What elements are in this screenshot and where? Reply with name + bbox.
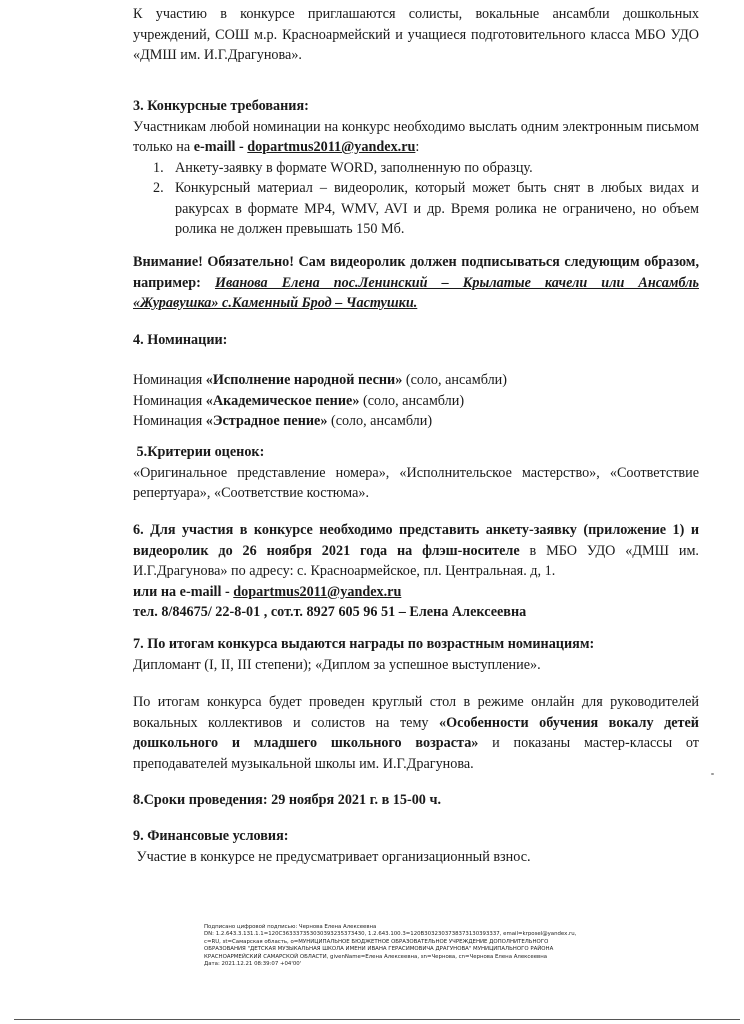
- page-bottom-edge: [14, 1019, 740, 1020]
- section-4-heading: 4. Номинации:: [133, 332, 228, 348]
- section-9: [133, 826, 699, 867]
- section-7: [133, 634, 699, 675]
- email-link[interactable]: dopartmus2011@yandex.ru: [233, 583, 402, 600]
- section-6: [133, 520, 699, 623]
- attention-paragraph: Внимание! Обязательно! Сам видеоролик должен подписываться следующим образом, например: Иванова Елена пос.Ленинский – Крылатые качели или Ансамбль «Журавушка» с.Каменный Брод – Частушки.: [133, 254, 699, 311]
- list-item: Номинация «Академическое пение» (соло, ансамбли): [133, 392, 465, 409]
- nominations-list: [133, 370, 699, 432]
- digital-signature-stamp: [204, 924, 624, 968]
- section-5: [133, 442, 699, 504]
- list-item: Номинация «Эстрадное пение» (соло, ансамбли): [133, 413, 433, 429]
- section-6-text: 6. Для участия в конкурсе необходимо представить анкету-заявку (приложение 1) и видеоролик до 26 ноября 2021 года на флэш-носителе в МБО УДО «ДМШ им. И.Г.Драгунова» по адресу: с. Красноармейское, пл. Центральная. д, 1.: [133, 522, 699, 579]
- signature-line: КРАСНОАРМЕЙСКИЙ САМАРСКОЙ ОБЛАСТИ, givenName=Елена Алексеевна, sn=Чернова, cn=Чернова Елена Алексеевна: [204, 953, 548, 960]
- section-3: [133, 96, 699, 240]
- section-3-heading: 3. Конкурсные требования:: [133, 98, 309, 114]
- list-item: 1. Анкету-заявку в формате WORD, заполненную по образцу.: [153, 159, 533, 176]
- signature-line: c=RU, st=Самарская область, o=МУНИЦИПАЛЬНОЕ БЮДЖЕТНОЕ ОБРАЗОВАТЕЛЬНОЕ УЧРЕЖДЕНИЕ ДОПОЛНИТЕЛЬНОГО: [204, 938, 549, 945]
- section-9-text: Участие в конкурсе не предусматривает организационный взнос.: [133, 848, 531, 865]
- section-7-text: Дипломант (I, II, III степени); «Диплом за успешное выступление».: [133, 656, 541, 673]
- section-6-email: или на e-maill - dopartmus2011@yandex.ru: [133, 583, 402, 600]
- section-9-heading: 9. Финансовые условия:: [133, 828, 289, 844]
- section-6-phone: тел. 8/84675/ 22-8-01 , сот.т. 8927 605 96 51 – Елена Алексеевна: [133, 604, 527, 620]
- section-3-text: Участникам любой номинации на конкурс необходимо выслать одним электронным письмом только на e-maill - dopartmus2011@yandex.ru:: [133, 118, 699, 155]
- section-7-heading: 7. По итогам конкурса выдаются награды по возрастным номинациям:: [133, 636, 595, 652]
- naming-example: Иванова Елена пос.Ленинский – Крылатые качели или Ансамбль «Журавушка» с.Каменный Брод – Частушки.: [133, 274, 699, 311]
- scan-speck: [711, 773, 714, 775]
- signature-line: ОБРАЗОВАНИЯ "ДЕТСКАЯ МУЗЫКАЛЬНАЯ ШКОЛА ИМЕНИ ИВАНА ГЕРАСИМОВИЧА ДРАГУНОВА" МУНИЦИПАЛЬНОГО РАЙОНА: [204, 946, 554, 953]
- intro-paragraph: К участию в конкурсе приглашаются солисты, вокальные ансамбли дошкольных учреждений, СОШ м.р. Красноармейский и учащиеся подготовительного класса МБО УДО «ДМШ им. И.Г.Драгунова».: [133, 6, 699, 63]
- section-5-heading: 5.Критерии оценок:: [133, 444, 265, 460]
- section-5-text: «Оригинальное представление номера», «Исполнительское мастерство», «Соответствие репертуара», «Соответствие костюма».: [133, 464, 699, 501]
- section-8: 8.Сроки проведения: 29 ноября 2021 г. в 15-00 ч.: [133, 792, 441, 808]
- list-item: 2. Конкурсный материал – видеоролик, который может быть снят в любых видах и ракурсах в формате MP4, WMV, AVI и др. Время ролика не ограничено, но объем ролика не должен превышать 150 Мб.: [153, 180, 699, 237]
- signature-line: DN: 1.2.643.3.131.1.1=120С363337353030393235373430, 1.2.643.100.3=120В3032303738373130393337, email=krposel@yandex.ru,: [204, 931, 577, 938]
- email-link[interactable]: dopartmus2011@yandex.ru: [247, 139, 416, 155]
- signature-line: Подписано цифровой подписью: Чернова Елена Алексеевна: [204, 924, 377, 930]
- roundtable-paragraph: По итогам конкурса будет проведен круглый стол в режиме онлайн для руководителей вокальных коллективов и солистов на тему «Особенности обучения вокалу детей дошкольного и младшего школьного возраста» и показаны мастер-классы от преподавателей музыкальной школы им. И.Г.Драгунова.: [133, 694, 700, 772]
- signature-line: Дата: 2021.12.21 08:39:07 +04'00': [204, 961, 302, 968]
- list-item: Номинация «Исполнение народной песни» (соло, ансамбли): [133, 372, 507, 388]
